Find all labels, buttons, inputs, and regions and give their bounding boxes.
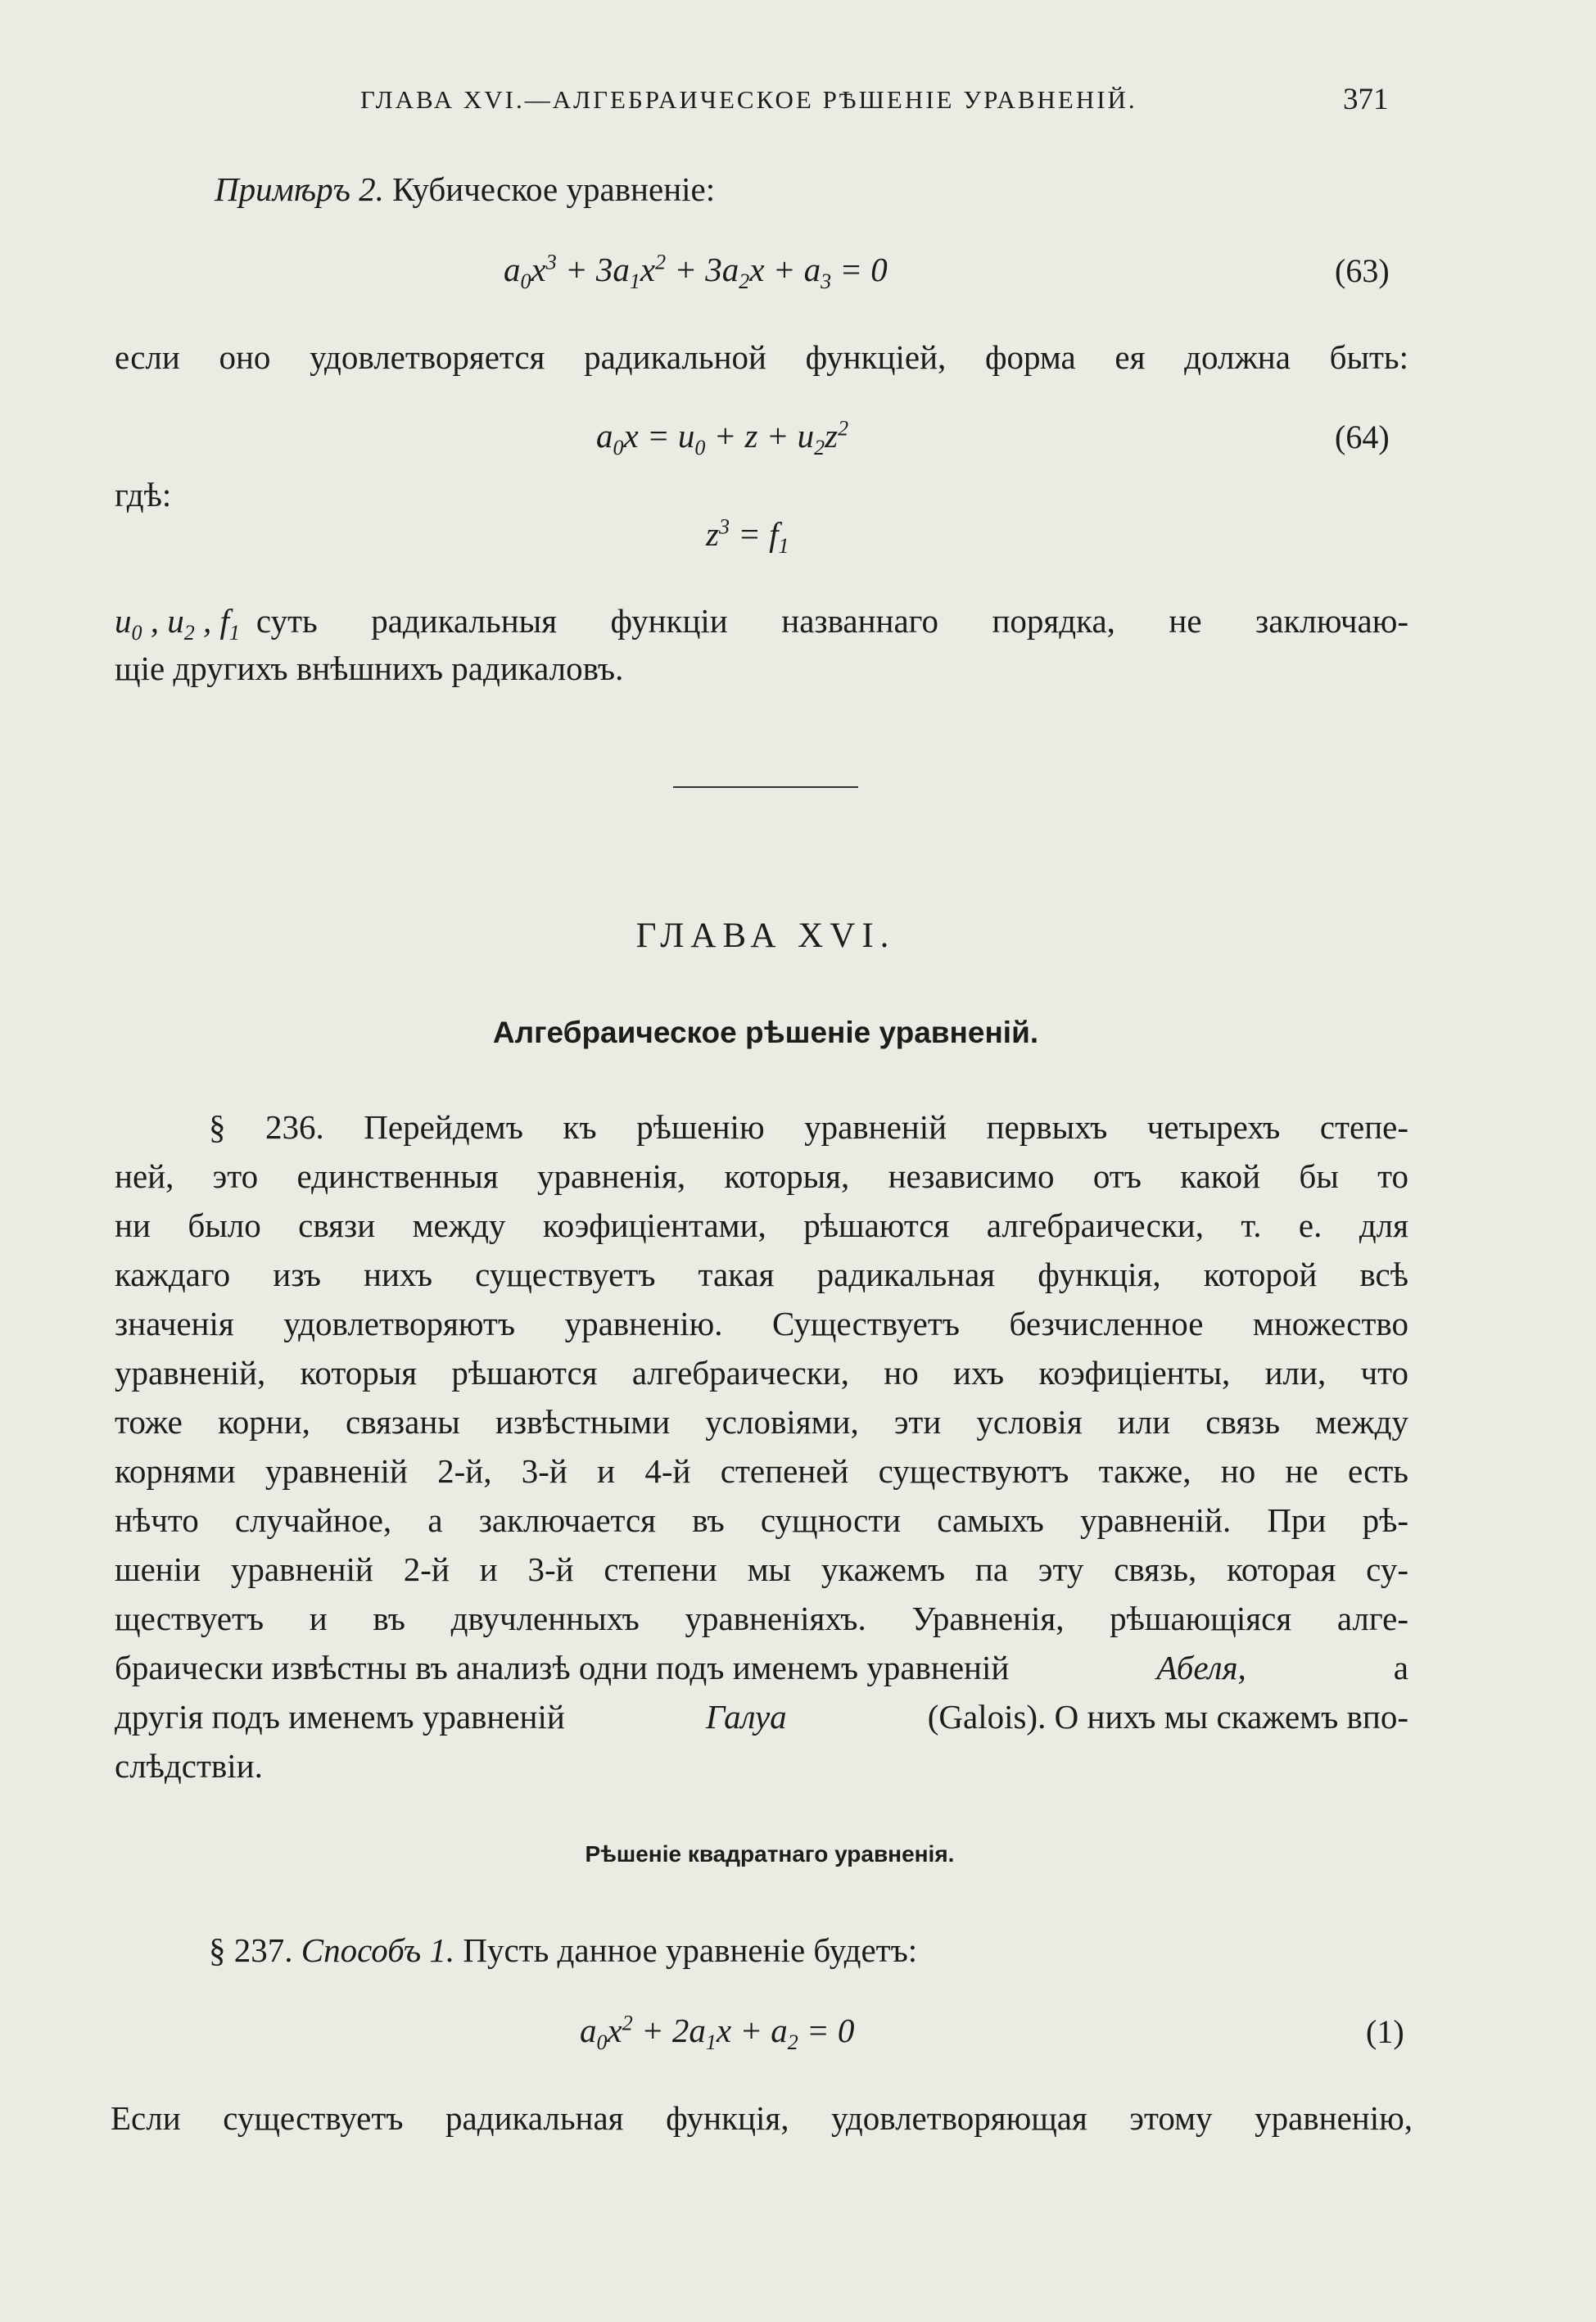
s236-line-1: § 236. Перейдемъ къ рѣшенію уравненій первыхъ четырехъ степе-: [209, 1108, 1408, 1146]
where-label: гдѣ:: [115, 476, 172, 514]
s236-line-13-start: другія подъ именемъ уравненій: [115, 1698, 565, 1736]
final-line: Если существуетъ радикальная функція, удовлетворяющая этому уравненію,: [111, 2099, 1413, 2137]
s236-line-8: корнями уравненій 2-й, 3-й и 4-й степеней существуютъ также, но не есть: [115, 1452, 1408, 1490]
closing-line-2: щіе другихъ внѣшнихъ радикаловъ.: [115, 650, 624, 687]
quadratic-heading: Рѣшеніе квадратнаго уравненія.: [585, 1841, 955, 1867]
equation-z-cubed: $z^3 = f_1$: [706, 514, 789, 559]
radical-symbols: $u_0$ , $u_2$ , $f_1$: [115, 602, 240, 645]
text-after-eq63: если оно удовлетворяется радикальной функціей, форма ея должна быть:: [115, 338, 1408, 376]
s236-line-2: ней, это единственныя уравненія, которыя, независимо отъ какой бы то: [115, 1157, 1408, 1195]
method-label: Способъ 1.: [301, 1931, 455, 1969]
s237-number: § 237.: [209, 1931, 293, 1969]
s236-line-12-end: а: [1393, 1649, 1408, 1686]
equation-1-number: (1): [1366, 2013, 1404, 2050]
equation-1: $a_0x^2 + 2a_1x + a_2 = 0$: [580, 2011, 855, 2055]
chapter-subtitle: Алгебраическое рѣшеніе уравненій.: [492, 1016, 1039, 1049]
s236-line-4: каждаго изъ нихъ существуетъ такая радикальная функція, которой всѣ: [115, 1256, 1408, 1293]
s236-line-13: [115, 1695, 1408, 1738]
s236-line-13-end: (Galois). О нихъ мы скажемъ впо-: [927, 1698, 1408, 1736]
section-divider: [673, 786, 858, 788]
name-galois: Галуа: [705, 1698, 787, 1736]
equation-64-number: (64): [1335, 419, 1390, 455]
example-intro: Кубическое уравненіе:: [392, 170, 716, 208]
s236-line-14: слѣдствіи.: [115, 1747, 263, 1785]
equation-64: $a_0x = u_0 + z + u_2z^2$: [596, 416, 849, 460]
equation-63: $a_0x^3 + 3a_1x^2 + 3a_2x + a_3 = 0$: [504, 250, 888, 294]
s236-line-5: значенія удовлетворяютъ уравненію. Существуетъ безчисленное множество: [115, 1305, 1408, 1342]
page-number: 371: [1343, 83, 1389, 116]
s236-line-10: шеніи уравненій 2-й и 3-й степени мы укажемъ па эту связь, которая су-: [115, 1550, 1408, 1588]
s236-line-12-start: браически извѣстны въ анализѣ одни подъ именемъ уравненій: [115, 1649, 1010, 1686]
example-intro-line: [215, 168, 1508, 210]
s236-line-11: ществуетъ и въ двучленныхъ уравненіяхъ. Уравненія, рѣшающіяся алге-: [115, 1600, 1408, 1637]
s236-line-12: [115, 1646, 1408, 1689]
s236-line-6: уравненій, которыя рѣшаются алгебраически, но ихъ коэфиціенты, или, что: [115, 1354, 1408, 1392]
closing-line-1-text: суть радикальныя функціи названнаго порядка, не заключаю-: [255, 602, 1408, 640]
s236-line-3: ни было связи между коэфиціентами, рѣшаются алгебраически, т. е. для: [115, 1206, 1408, 1244]
example-label: Примѣръ 2.: [215, 170, 384, 208]
running-title: ГЛАВА XVI.—АЛГЕБРАИЧЕСКОЕ РѢШЕНІЕ УРАВНЕНІЙ.: [360, 85, 1137, 114]
equation-63-number: (63): [1335, 252, 1390, 289]
chapter-title: ГЛАВА XVI.: [635, 917, 896, 955]
s237-text: Пусть данное уравненіе будетъ:: [463, 1931, 918, 1969]
name-abel: Абеля,: [1156, 1649, 1246, 1686]
s236-line-7: тоже корни, связаны извѣстными условіями, эти условія или связь между: [115, 1403, 1408, 1441]
s237-intro-line: [209, 1929, 1503, 1971]
s236-line-9: нѣчто случайное, а заключается въ сущности самыхъ уравненій. При рѣ-: [115, 1501, 1408, 1539]
